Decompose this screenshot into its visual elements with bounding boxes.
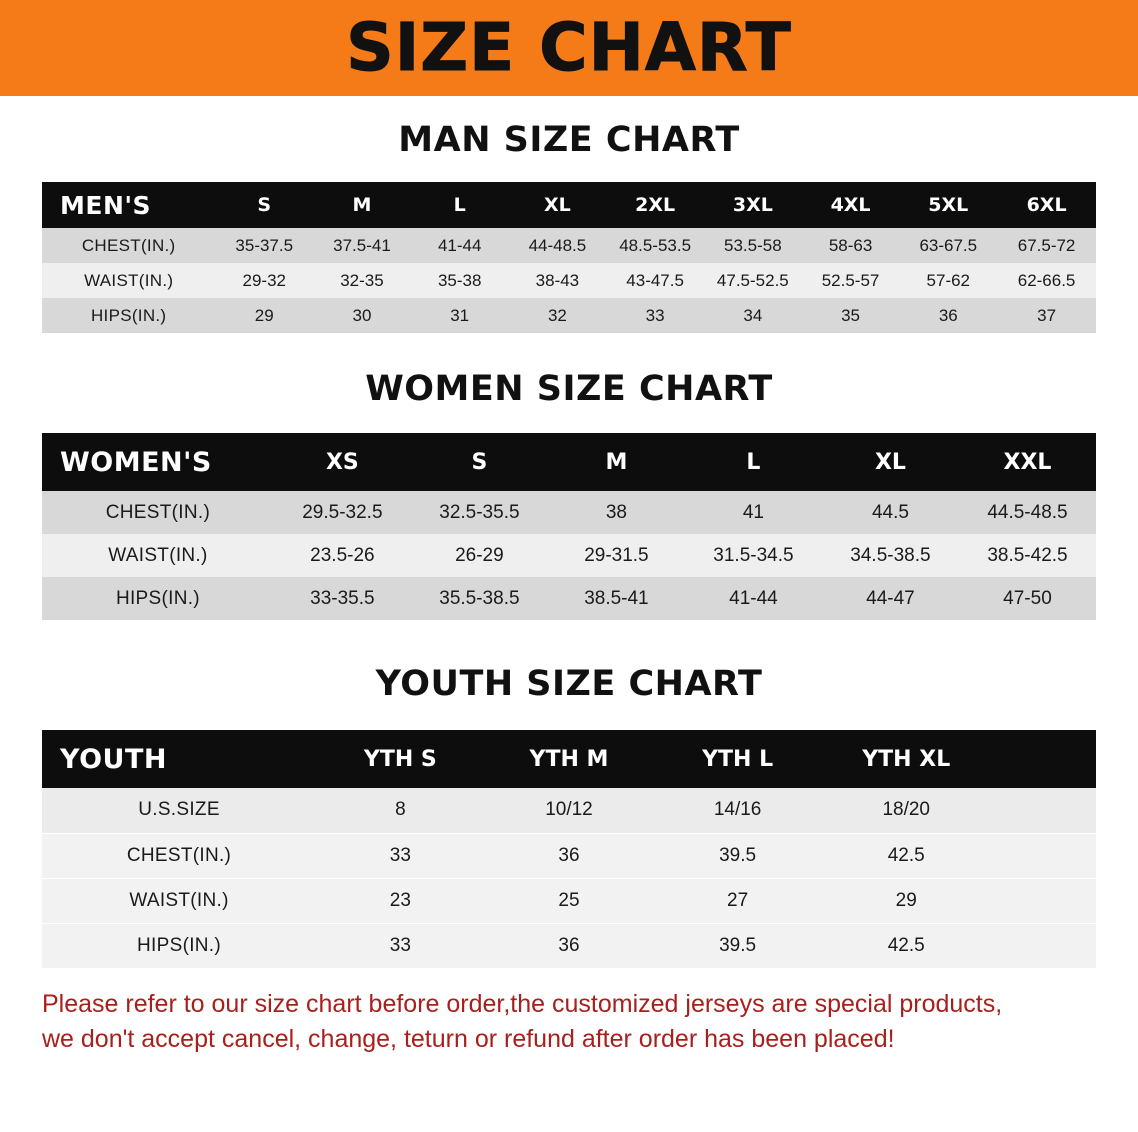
cell: 29 bbox=[215, 298, 313, 333]
cell-spacer bbox=[991, 923, 1096, 968]
cell: 35-38 bbox=[411, 263, 509, 298]
cell: 10/12 bbox=[485, 788, 654, 833]
cell: 34.5-38.5 bbox=[822, 534, 959, 577]
cell: 33 bbox=[316, 833, 485, 878]
women-section-title: WOMEN SIZE CHART bbox=[365, 369, 773, 409]
cell: 31.5-34.5 bbox=[685, 534, 822, 577]
cell: 44.5 bbox=[822, 491, 959, 534]
youth-section-title: YOUTH SIZE CHART bbox=[375, 664, 763, 704]
cell: 39.5 bbox=[653, 833, 822, 878]
youth-header-size: YTH S bbox=[316, 730, 485, 788]
cell: 38-43 bbox=[509, 263, 607, 298]
women-header-size: XS bbox=[274, 433, 411, 491]
cell: 58-63 bbox=[802, 228, 900, 263]
women-header-size: XXL bbox=[959, 433, 1096, 491]
cell: 48.5-53.5 bbox=[606, 228, 704, 263]
cell: 44-48.5 bbox=[509, 228, 607, 263]
cell: 26-29 bbox=[411, 534, 548, 577]
cell: 42.5 bbox=[822, 833, 991, 878]
cell: 29 bbox=[822, 878, 991, 923]
women-header-size: S bbox=[411, 433, 548, 491]
table-header-row bbox=[42, 182, 1096, 228]
youth-table-header bbox=[42, 730, 1096, 788]
man-header-size: 5XL bbox=[899, 182, 997, 228]
women-size-table-wrapper bbox=[42, 433, 1096, 620]
table-row bbox=[42, 491, 1096, 534]
man-header-size: 2XL bbox=[606, 182, 704, 228]
cell: 47-50 bbox=[959, 577, 1096, 620]
cell: 39.5 bbox=[653, 923, 822, 968]
cell: 35 bbox=[802, 298, 900, 333]
row-label: CHEST(IN.) bbox=[42, 491, 274, 534]
cell: 29-32 bbox=[215, 263, 313, 298]
cell: 52.5-57 bbox=[802, 263, 900, 298]
man-section-title: MAN SIZE CHART bbox=[398, 120, 740, 160]
women-header-corner: WOMEN'S bbox=[42, 433, 274, 491]
youth-size-table bbox=[42, 730, 1096, 969]
cell: 8 bbox=[316, 788, 485, 833]
youth-header-spacer bbox=[991, 730, 1096, 788]
man-header-corner: MEN'S bbox=[42, 182, 215, 228]
row-label: CHEST(IN.) bbox=[42, 833, 316, 878]
table-row bbox=[42, 263, 1096, 298]
women-header-size: L bbox=[685, 433, 822, 491]
man-table-body bbox=[42, 228, 1096, 333]
table-row bbox=[42, 577, 1096, 620]
cell: 34 bbox=[704, 298, 802, 333]
cell: 32-35 bbox=[313, 263, 411, 298]
cell: 18/20 bbox=[822, 788, 991, 833]
row-label: HIPS(IN.) bbox=[42, 298, 215, 333]
cell: 57-62 bbox=[899, 263, 997, 298]
cell: 32 bbox=[509, 298, 607, 333]
cell: 38 bbox=[548, 491, 685, 534]
cell: 53.5-58 bbox=[704, 228, 802, 263]
row-label: WAIST(IN.) bbox=[42, 534, 274, 577]
cell: 47.5-52.5 bbox=[704, 263, 802, 298]
table-row bbox=[42, 228, 1096, 263]
row-label: WAIST(IN.) bbox=[42, 878, 316, 923]
cell: 29.5-32.5 bbox=[274, 491, 411, 534]
cell: 33-35.5 bbox=[274, 577, 411, 620]
cell: 36 bbox=[899, 298, 997, 333]
man-header-size: 6XL bbox=[997, 182, 1096, 228]
cell-spacer bbox=[991, 833, 1096, 878]
youth-header-corner: YOUTH bbox=[42, 730, 316, 788]
cell: 37 bbox=[997, 298, 1096, 333]
row-label: HIPS(IN.) bbox=[42, 923, 316, 968]
man-header-size: 3XL bbox=[704, 182, 802, 228]
cell-spacer bbox=[991, 788, 1096, 833]
man-size-table bbox=[42, 182, 1096, 333]
cell: 42.5 bbox=[822, 923, 991, 968]
row-label: U.S.SIZE bbox=[42, 788, 316, 833]
table-row bbox=[42, 878, 1096, 923]
row-label: CHEST(IN.) bbox=[42, 228, 215, 263]
women-header-size: XL bbox=[822, 433, 959, 491]
youth-header-size: YTH M bbox=[485, 730, 654, 788]
table-header-row bbox=[42, 433, 1096, 491]
policy-note bbox=[42, 987, 1096, 1058]
youth-header-size: YTH L bbox=[653, 730, 822, 788]
policy-note-line-2: we don't accept cancel, change, teturn or refund after order has been placed! bbox=[42, 1025, 895, 1053]
youth-size-table-wrapper bbox=[42, 730, 1096, 969]
cell: 41-44 bbox=[411, 228, 509, 263]
youth-table-body bbox=[42, 788, 1096, 968]
cell: 33 bbox=[606, 298, 704, 333]
women-table-body bbox=[42, 491, 1096, 620]
header-banner bbox=[0, 0, 1138, 96]
cell: 38.5-42.5 bbox=[959, 534, 1096, 577]
man-header-size: S bbox=[215, 182, 313, 228]
cell: 67.5-72 bbox=[997, 228, 1096, 263]
man-header-size: 4XL bbox=[802, 182, 900, 228]
man-table-header bbox=[42, 182, 1096, 228]
youth-header-size: YTH XL bbox=[822, 730, 991, 788]
cell-spacer bbox=[991, 878, 1096, 923]
man-size-table-wrapper bbox=[42, 182, 1096, 333]
cell: 14/16 bbox=[653, 788, 822, 833]
table-row bbox=[42, 923, 1096, 968]
women-table-header bbox=[42, 433, 1096, 491]
cell: 29-31.5 bbox=[548, 534, 685, 577]
man-header-size: M bbox=[313, 182, 411, 228]
cell: 30 bbox=[313, 298, 411, 333]
cell: 35-37.5 bbox=[215, 228, 313, 263]
cell: 37.5-41 bbox=[313, 228, 411, 263]
cell: 32.5-35.5 bbox=[411, 491, 548, 534]
man-header-size: XL bbox=[509, 182, 607, 228]
table-row bbox=[42, 788, 1096, 833]
cell: 44.5-48.5 bbox=[959, 491, 1096, 534]
table-row bbox=[42, 298, 1096, 333]
row-label: WAIST(IN.) bbox=[42, 263, 215, 298]
table-header-row bbox=[42, 730, 1096, 788]
cell: 23.5-26 bbox=[274, 534, 411, 577]
cell: 27 bbox=[653, 878, 822, 923]
cell: 63-67.5 bbox=[899, 228, 997, 263]
women-header-size: M bbox=[548, 433, 685, 491]
cell: 41 bbox=[685, 491, 822, 534]
policy-note-line-1: Please refer to our size chart before order,the customized jerseys are special products, bbox=[42, 989, 1003, 1018]
man-header-size: L bbox=[411, 182, 509, 228]
cell: 44-47 bbox=[822, 577, 959, 620]
women-size-table bbox=[42, 433, 1096, 620]
cell: 33 bbox=[316, 923, 485, 968]
row-label: HIPS(IN.) bbox=[42, 577, 274, 620]
cell: 31 bbox=[411, 298, 509, 333]
cell: 43-47.5 bbox=[606, 263, 704, 298]
cell: 41-44 bbox=[685, 577, 822, 620]
cell: 23 bbox=[316, 878, 485, 923]
cell: 25 bbox=[485, 878, 654, 923]
table-row bbox=[42, 534, 1096, 577]
table-row bbox=[42, 833, 1096, 878]
page-title: SIZE CHART bbox=[346, 9, 792, 86]
cell: 38.5-41 bbox=[548, 577, 685, 620]
cell: 35.5-38.5 bbox=[411, 577, 548, 620]
cell: 62-66.5 bbox=[997, 263, 1096, 298]
cell: 36 bbox=[485, 923, 654, 968]
cell: 36 bbox=[485, 833, 654, 878]
